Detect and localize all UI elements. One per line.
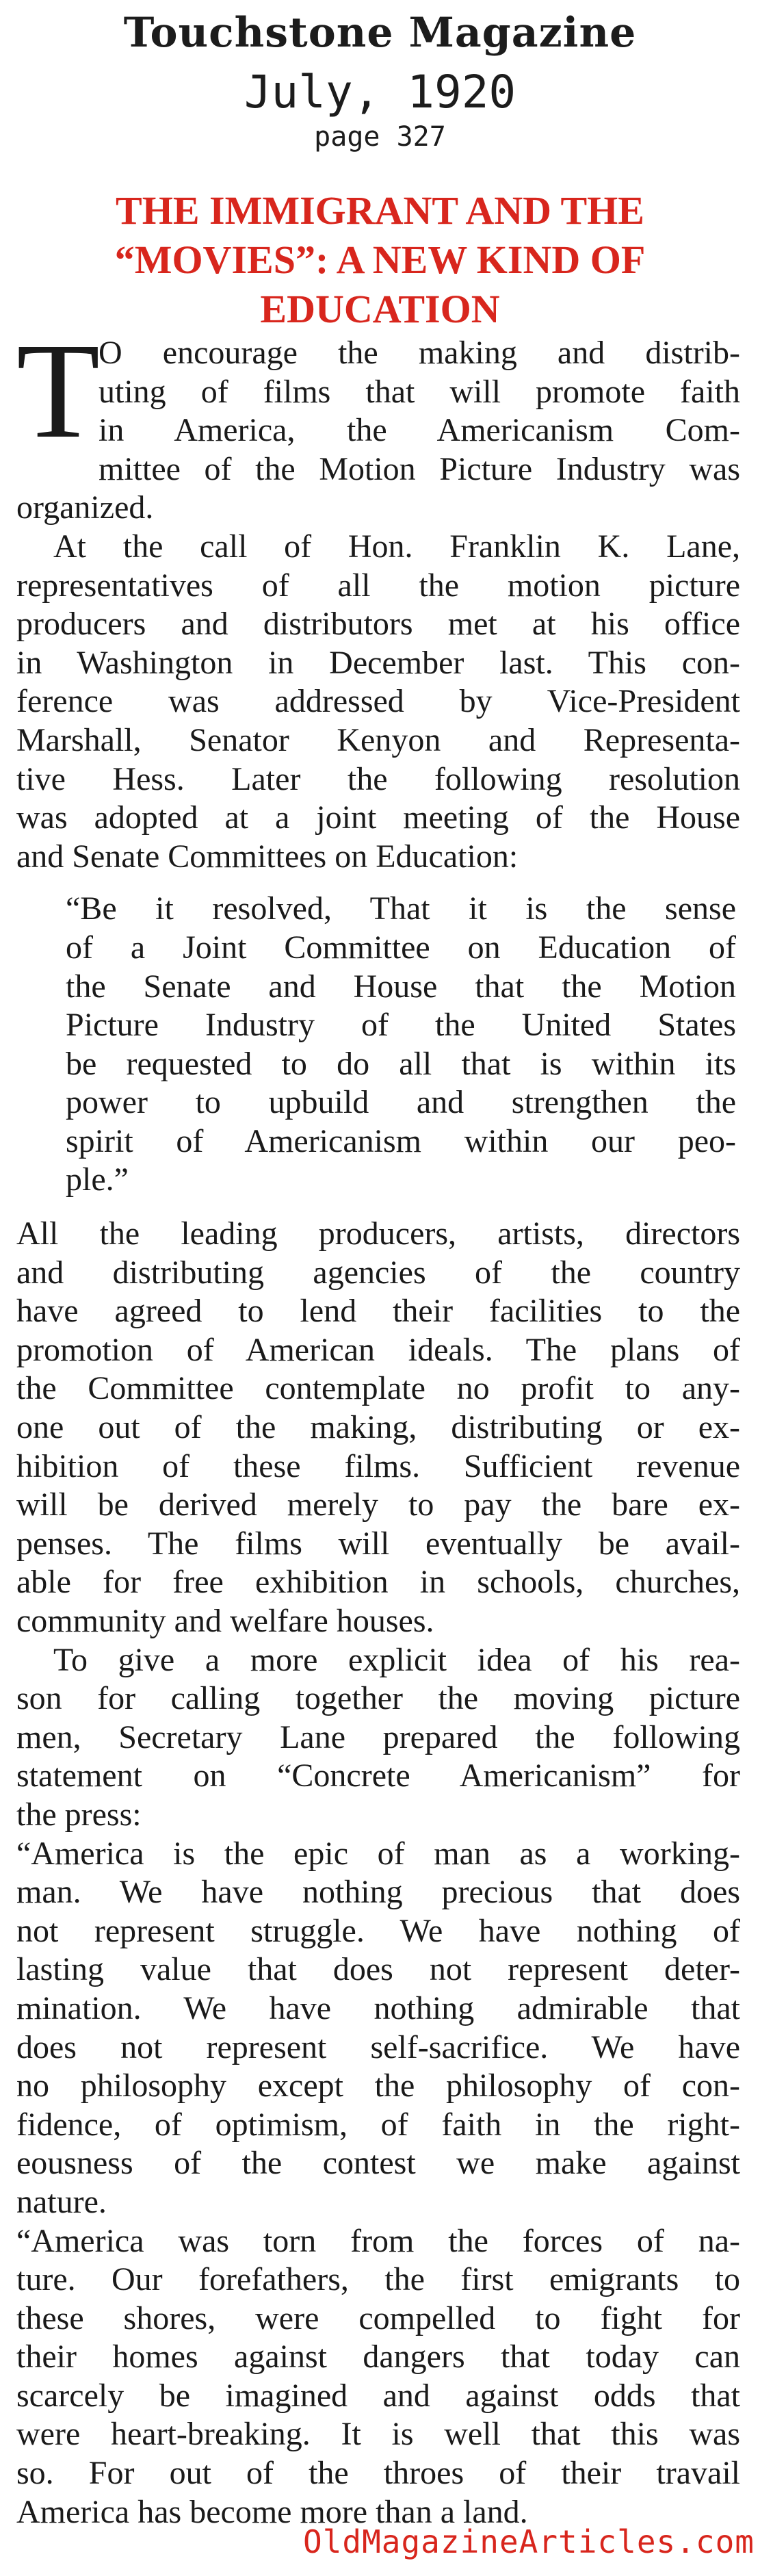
p2-line: tive Hess. Later the following resolution [16,760,740,797]
p6-line: “America was torn from the forces of na- [16,2222,740,2259]
source-watermark: OldMagazineArticles.com [303,2523,755,2560]
headline-line-2: “MOVIES”: A NEW KIND OF [114,237,646,282]
p2-line: ference was addressed by Vice-President [16,683,740,720]
p3-line: the Committee contemplate no profit to any- [16,1370,740,1407]
quote-line: the Senate and House that the Motion [66,968,736,1005]
article-body [16,315,740,2532]
p3-line: have agreed to lend their facilities to the [16,1293,740,1330]
p1-line: in America, the Americanism Com- [99,412,740,449]
p3-line: one out of the making, distributing or ex- [16,1409,740,1446]
p1-line: uting of films that will promote faith [99,373,740,410]
p5-line: no philosophy except the philosophy of con- [16,2068,740,2104]
quote-line: “Be it resolved, That it is the sense [66,890,736,927]
paragraph-3 [16,1215,740,1641]
paragraph-6 [16,2222,740,2532]
quote-line: ple.” [66,1161,129,1198]
drop-cap: T [16,315,101,467]
p6-line: ture. Our forefathers, the first emigrants to [16,2261,740,2298]
p3-line: hibition of these films. Sufficient revenue [16,1447,740,1484]
paragraph-1 [16,315,740,528]
p6-line: so. For out of the throes of their travail [16,2455,740,2492]
p5-line: “America is the epic of man as a working- [16,1835,740,1872]
p5-line: nature. [16,2183,107,2220]
p5-line: lasting value that does not represent deter- [16,1951,740,1988]
p1-line: organized. [16,489,154,526]
masthead [0,5,760,155]
page-number: page 327 [314,121,446,153]
p6-line: these shores, were compelled to fight for [16,2300,740,2336]
p1-line: O encourage the making and distrib- [99,335,740,371]
p2-line: At the call of Hon. Franklin K. Lane, [53,528,740,565]
issue-date: July, 1920 [244,66,516,118]
p4-line: the press: [16,1796,142,1833]
p6-line: were heart-breaking. It is well that this was [16,2416,740,2453]
quote-line: power to upbuild and strengthen the [66,1084,736,1121]
paragraph-1-text [16,315,740,528]
article-headline [14,186,746,334]
p1-line: mittee of the Motion Picture Industry was [99,450,740,487]
p5-line: does not represent self-sacrifice. We have [16,2028,740,2065]
p6-line: scarcely be imagined and against odds that [16,2377,740,2414]
p6-line: their homes against dangers that today can [16,2339,740,2375]
p5-line: fidence, of optimism, of faith in the right- [16,2106,740,2143]
quote-line: spirit of Americanism within our peo- [66,1122,736,1159]
p3-line: able for free exhibition in schools, churches, [16,1564,740,1601]
quote-line: Picture Industry of the United States [66,1007,736,1044]
p3-line: will be derived merely to pay the bare ex- [16,1486,740,1523]
resolution-quote [16,890,740,1200]
p4-line: statement on “Concrete Americanism” for [16,1757,740,1794]
quote-line: of a Joint Committee on Education of [66,929,736,966]
p2-line: representatives of all the motion picture [16,567,740,604]
headline-line-3: EDUCATION [260,287,500,331]
p5-line: man. We have nothing precious that does [16,1874,740,1911]
p2-line: was adopted at a joint meeting of the House [16,799,740,836]
quote-line: be requested to do all that is within its [66,1045,736,1082]
p6-line: America has become more than a land. [16,2493,528,2530]
p2-line: and Senate Committees on Education: [16,838,519,875]
p4-line: To give a more explicit idea of his rea- [53,1641,740,1678]
p3-line: All the leading producers, artists, directors [16,1215,740,1252]
p5-line: mination. We have nothing admirable that [16,1989,740,2026]
p5-line: eousness of the contest we make against [16,2145,740,2182]
paragraph-5 [16,1835,740,2222]
p4-line: son for calling together the moving picture [16,1680,740,1717]
p3-line: and distributing agencies of the country [16,1254,740,1291]
p5-line: not represent struggle. We have nothing of [16,1912,740,1949]
paragraph-2 [16,528,740,876]
p3-line: promotion of American ideals. The plans of [16,1331,740,1368]
p2-line: in Washington in December last. This con- [16,644,740,681]
p2-line: Marshall, Senator Kenyon and Representa- [16,721,740,758]
p3-line: penses. The films will eventually be avail- [16,1525,740,1562]
p2-line: producers and distributors met at his office [16,606,740,643]
magazine-name: Touchstone Magazine [123,9,637,57]
paragraph-4 [16,1641,740,1835]
p4-line: men, Secretary Lane prepared the following [16,1718,740,1755]
headline-line-1: THE IMMIGRANT AND THE [116,188,644,233]
p3-line: community and welfare houses. [16,1603,434,1639]
